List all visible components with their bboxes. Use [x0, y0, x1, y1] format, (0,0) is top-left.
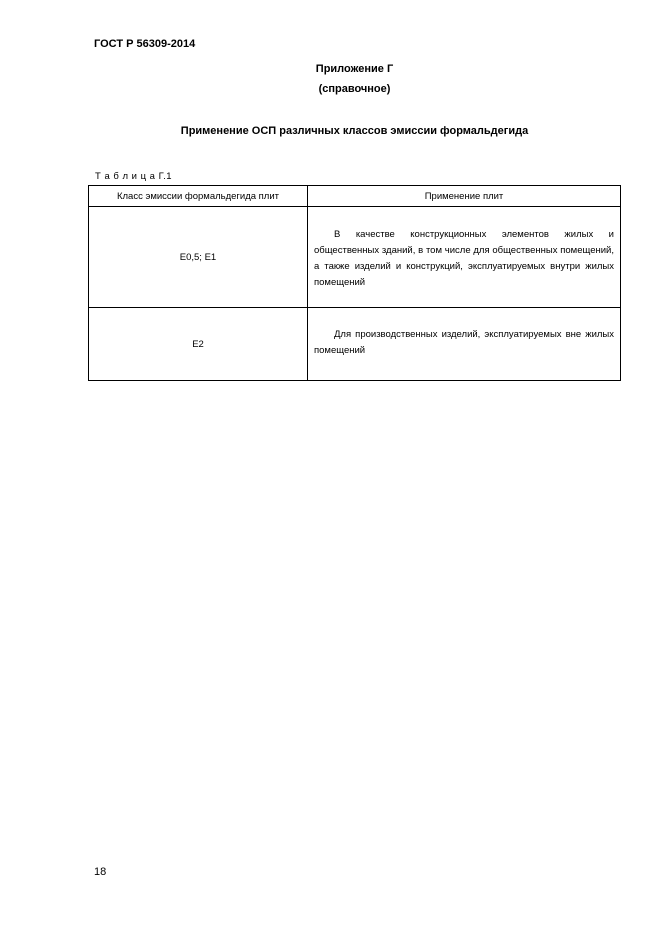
table-cell-application [308, 207, 621, 308]
appendix-title: Приложение Г [315, 63, 394, 75]
page-number: 18 [94, 866, 107, 878]
table-cell-application [308, 308, 621, 381]
document-code: ГОСТ Р 56309-2014 [94, 38, 196, 50]
table-cell-class: Е2 [89, 308, 308, 381]
table-row [89, 207, 621, 308]
application-text: Для производственных изделий, эксплуатируемых вне жилых помещений [314, 329, 614, 356]
table-row [89, 308, 621, 381]
table-header-application: Применение плит [308, 186, 621, 207]
appendix-subtitle: (справочное) [318, 83, 391, 95]
table-caption: Т а б л и ц а Г.1 [95, 171, 172, 182]
table-header-row [89, 186, 621, 207]
emission-class-table [88, 185, 621, 381]
table-cell-class: Е0,5; Е1 [89, 207, 308, 308]
application-text: В качестве конструкционных элементов жилых и общественных зданий, в том числе для общественных помещений, а также изделий и конструкций, эксплуатируемых внутри жилых помещений [314, 229, 614, 288]
table-header-class: Класс эмиссии формальдегида плит [89, 186, 308, 207]
section-title: Применение ОСП различных классов эмиссии формальдегида [180, 125, 529, 137]
